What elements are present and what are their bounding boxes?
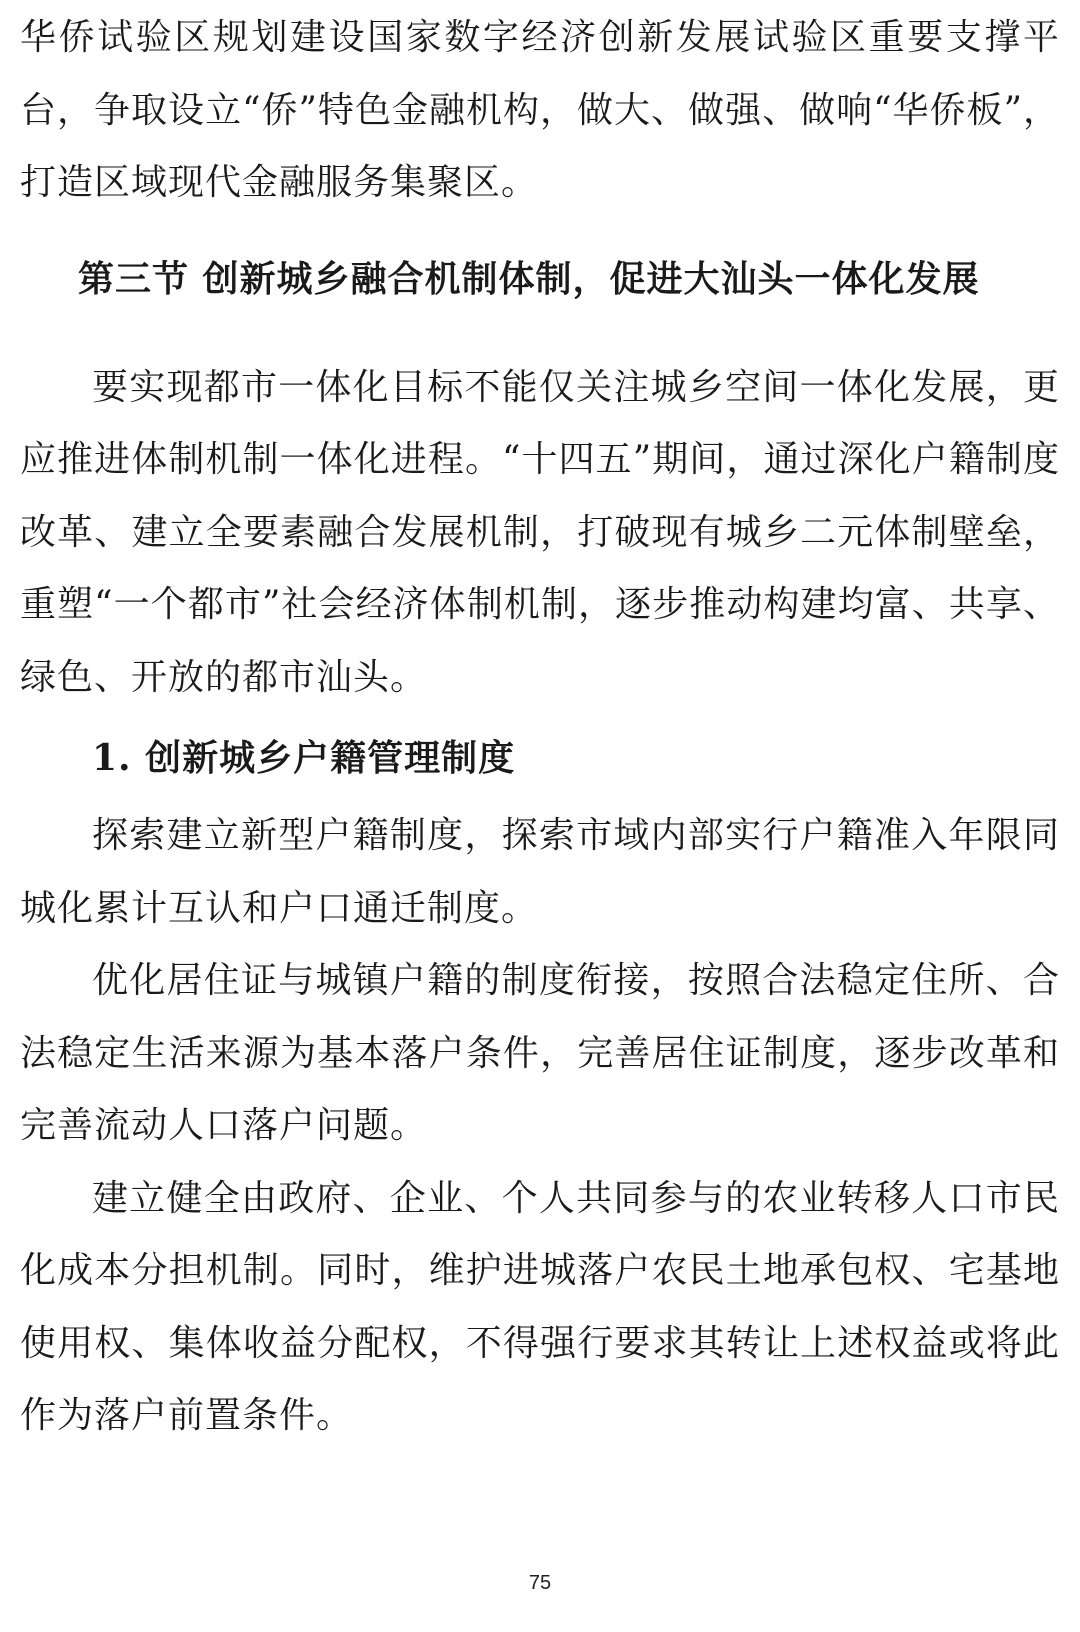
subsection-heading: 1. 创新城乡户籍管理制度 — [92, 737, 516, 779]
section-heading: 第三节 创新城乡融合机制体制，促进大汕头一体化发展 — [78, 258, 980, 300]
page-number: 75 — [528, 1572, 552, 1594]
document-page — [20, 0, 1060, 1453]
household-registration-paragraph: 探索建立新型户籍制度，探索市域内部实行户籍准入年限同城化累计互认和户口通迁制度。 — [20, 815, 1060, 929]
intro-continuation-paragraph: 华侨试验区规划建设国家数字经济创新发展试验区重要支撑平台，争取设立“侨”特色金融机构，做大、做强、做响“华侨板”，打造区域现代金融服务集聚区。 — [20, 17, 1060, 203]
section-intro-paragraph: 要实现都市一体化目标不能仅关注城乡空间一体化发展，更应推进体制机制一体化进程。“十四五”期间，通过深化户籍制度改革、建立全要素融合发展机制，打破现有城乡二元体制壁垒，重塑“一个都市”社会经济体制机制，逐步推动构建均富、共享、绿色、开放的都市汕头。 — [20, 366, 1060, 698]
cost-sharing-paragraph: 建立健全由政府、企业、个人共同参与的农业转移人口市民化成本分担机制。同时，维护进城落户农民土地承包权、宅基地使用权、集体收益分配权，不得强行要求其转让上述权益或将此作为落户前置条件。 — [20, 1177, 1060, 1436]
residence-permit-paragraph: 优化居住证与城镇户籍的制度衔接，按照合法稳定住所、合法稳定生活来源为基本落户条件，完善居住证制度，逐步改革和完善流动人口落户问题。 — [20, 960, 1060, 1146]
